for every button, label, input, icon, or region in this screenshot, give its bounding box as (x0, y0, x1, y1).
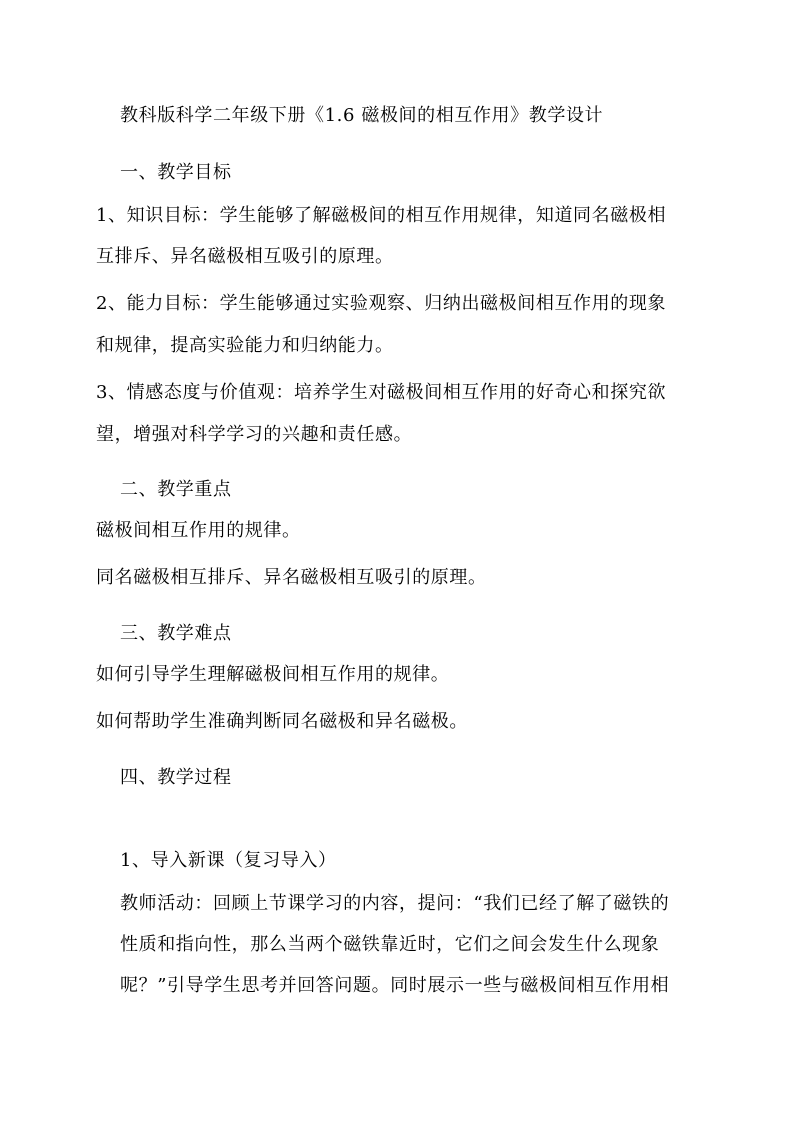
section-heading-objectives: 一、教学目标 (120, 162, 232, 183)
difficulty-line-2: 如何帮助学生准确判断同名磁极和异名磁极。 (96, 711, 468, 732)
section-heading-process: 四、教学过程 (120, 767, 232, 788)
key-point-line-1: 磁极间相互作用的规律。 (96, 520, 301, 541)
difficulty-line-1: 如何引导学生理解磁极间相互作用的规律。 (96, 664, 450, 685)
section-heading-key-points: 二、教学重点 (120, 479, 232, 500)
objective-1-line-1: 1、知识目标：学生能够了解磁极间的相互作用规律，知道同名磁极相 (96, 205, 667, 226)
objective-2-line-1: 2、能力目标：学生能够通过实验观察、归纳出磁极间相互作用的现象 (96, 293, 667, 314)
objective-3-line-1: 3、情感态度与价值观：培养学生对磁极间相互作用的好奇心和探究欲 (96, 382, 667, 403)
subsection-heading-intro: 1、导入新课（复习导入） (120, 850, 337, 871)
objective-1-line-2: 互排斥、异名磁极相互吸引的原理。 (96, 246, 394, 267)
section-heading-difficulties: 三、教学难点 (120, 623, 232, 644)
document-title: 教科版科学二年级下册《1.6 磁极间的相互作用》教学设计 (120, 105, 604, 126)
process-text-line-2: 性质和指向性，那么当两个磁铁靠近时，它们之间会发生什么现象 (120, 934, 660, 955)
objective-2-line-2: 和规律，提高实验能力和归纳能力。 (96, 335, 394, 356)
process-text-line-3: 呢？”引导学生思考并回答问题。同时展示一些与磁极间相互作用相 (120, 975, 670, 996)
objective-3-line-2: 望，增强对科学学习的兴趣和责任感。 (96, 424, 413, 445)
key-point-line-2: 同名磁极相互排斥、异名磁极相互吸引的原理。 (96, 567, 487, 588)
process-text-line-1: 教师活动：回顾上节课学习的内容，提问：“我们已经了解了磁铁的 (120, 893, 670, 914)
